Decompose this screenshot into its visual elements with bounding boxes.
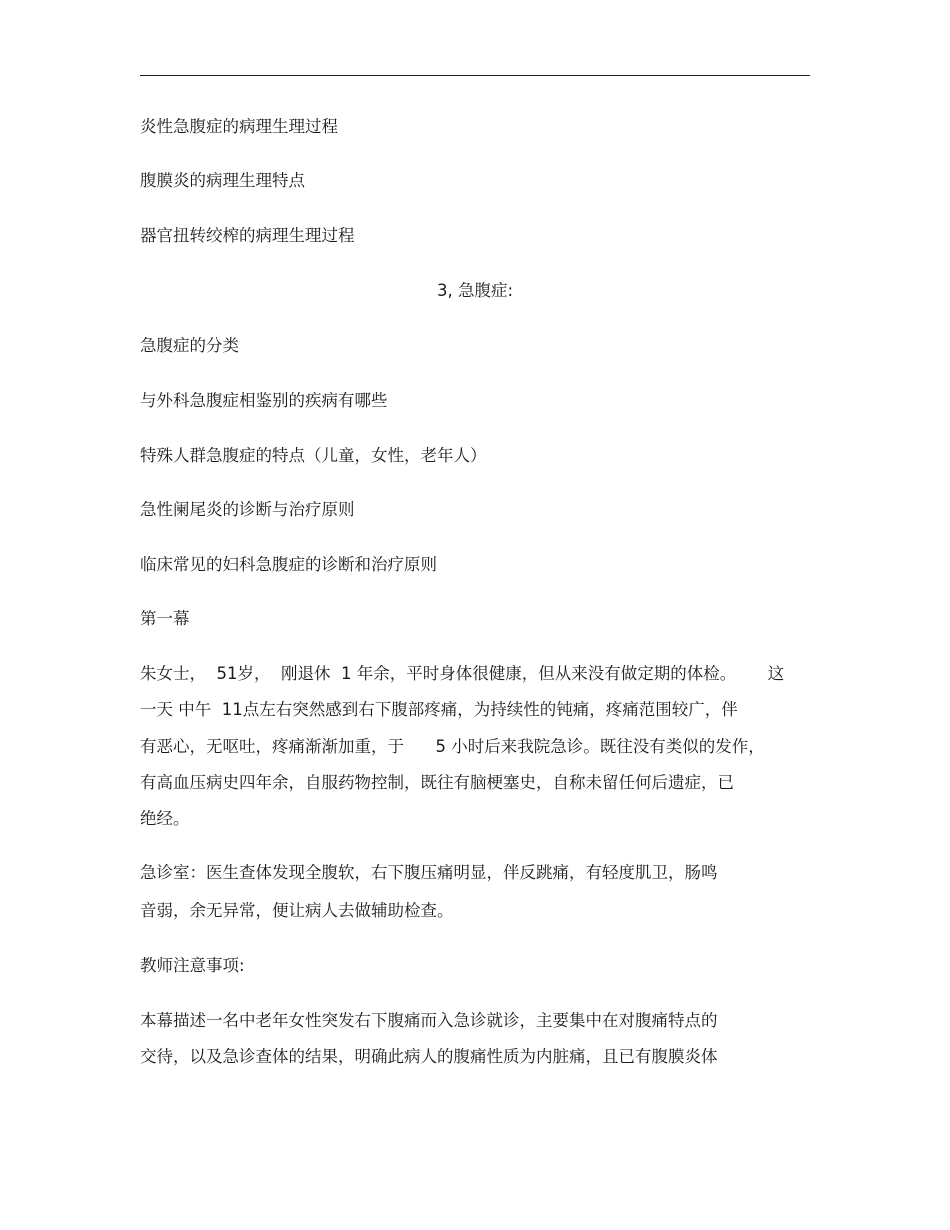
case-paragraph-line: 一天 中午 11点左右突然感到右下腹部疼痛，为持续性的钝痛，疼痛范围较广，伴 <box>140 700 738 719</box>
list-item: 与外科急腹症相鉴别的疾病有哪些 <box>140 391 388 410</box>
teacher-notes-title: 教师注意事项: <box>140 956 245 975</box>
case-paragraph-line: 朱女士， 51岁， 刚退休 1 年余，平时身体很健康，但从来没有做定期的体检。 这 <box>140 664 785 683</box>
teacher-paragraph-line: 交待，以及急诊查体的结果，明确此病人的腹痛性质为内脏痛，且已有腹膜炎体 <box>140 1047 718 1066</box>
topic-line: 器官扭转绞榨的病理生理过程 <box>140 226 355 245</box>
list-item: 急性阑尾炎的诊断与治疗原则 <box>140 500 355 519</box>
list-item: 特殊人群急腹症的特点（儿童，女性，老年人） <box>140 446 487 465</box>
case-paragraph-line: 有恶心，无呕吐，疼痛渐渐加重，于 5 小时后来我院急诊。既往没有类似的发作， <box>140 737 765 756</box>
teacher-paragraph-line: 本幕描述一名中老年女性突发右下腹痛而入急诊就诊，主要集中在对腹痛特点的 <box>140 1011 718 1030</box>
act-title: 第一幕 <box>140 609 190 628</box>
er-paragraph-line: 音弱，余无异常，便让病人去做辅助检查。 <box>140 901 454 920</box>
er-paragraph-line: 急诊室：医生查体发现全腹软，右下腹压痛明显，伴反跳痛，有轻度肌卫，肠鸣 <box>140 863 718 882</box>
case-paragraph-line: 绝经。 <box>140 809 190 828</box>
topic-line: 炎性急腹症的病理生理过程 <box>140 117 338 136</box>
list-item: 临床常见的妇科急腹症的诊断和治疗原则 <box>140 555 437 574</box>
case-paragraph-line: 有高血压病史四年余，自服药物控制，既往有脑梗塞史，自称未留任何后遗症，已 <box>140 773 734 792</box>
header-rule <box>140 75 810 76</box>
section-heading: 3, 急腹症: <box>436 281 514 300</box>
topic-line: 腹膜炎的病理生理特点 <box>140 171 305 190</box>
list-item: 急腹症的分类 <box>140 336 239 355</box>
